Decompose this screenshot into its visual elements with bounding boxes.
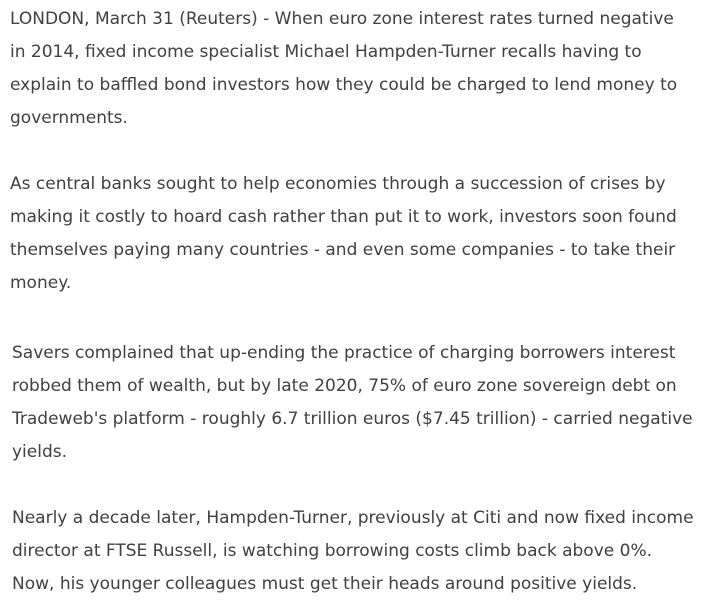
paragraph-line: money. bbox=[10, 273, 72, 293]
paragraph-line: Tradeweb's platform - roughly 6.7 trillion euros ($7.45 trillion) - carried negative bbox=[12, 409, 693, 429]
paragraph-line: Savers complained that up-ending the practice of charging borrowers interest bbox=[12, 343, 676, 363]
paragraph-line: yields. bbox=[12, 442, 68, 462]
paragraph-1 bbox=[10, 3, 700, 135]
paragraph-line: themselves paying many countries - and even some companies - to take their bbox=[10, 240, 676, 260]
paragraph-4 bbox=[12, 502, 702, 601]
paragraph-line: director at FTSE Russell, is watching borrowing costs climb back above 0%. bbox=[12, 541, 652, 561]
paragraph-line: governments. bbox=[10, 108, 128, 128]
paragraph-line: robbed them of wealth, but by late 2020, 75% of euro zone sovereign debt on bbox=[12, 376, 677, 396]
paragraph-line: LONDON, March 31 (Reuters) - When euro zone interest rates turned negative bbox=[10, 9, 674, 29]
paragraph-3 bbox=[12, 337, 702, 469]
paragraph-line: Now, his younger colleagues must get their heads around positive yields. bbox=[12, 574, 638, 594]
paragraph-line: in 2014, fixed income specialist Michael Hampden-Turner recalls having to bbox=[10, 42, 642, 62]
paragraph-line: Nearly a decade later, Hampden-Turner, previously at Citi and now fixed income bbox=[12, 508, 694, 528]
paragraph-line: explain to baffled bond investors how they could be charged to lend money to bbox=[10, 75, 678, 95]
paragraph-line: making it costly to hoard cash rather than put it to work, investors soon found bbox=[10, 207, 677, 227]
paragraph-line: As central banks sought to help economies through a succession of crises by bbox=[10, 174, 666, 194]
paragraph-2 bbox=[10, 168, 700, 300]
